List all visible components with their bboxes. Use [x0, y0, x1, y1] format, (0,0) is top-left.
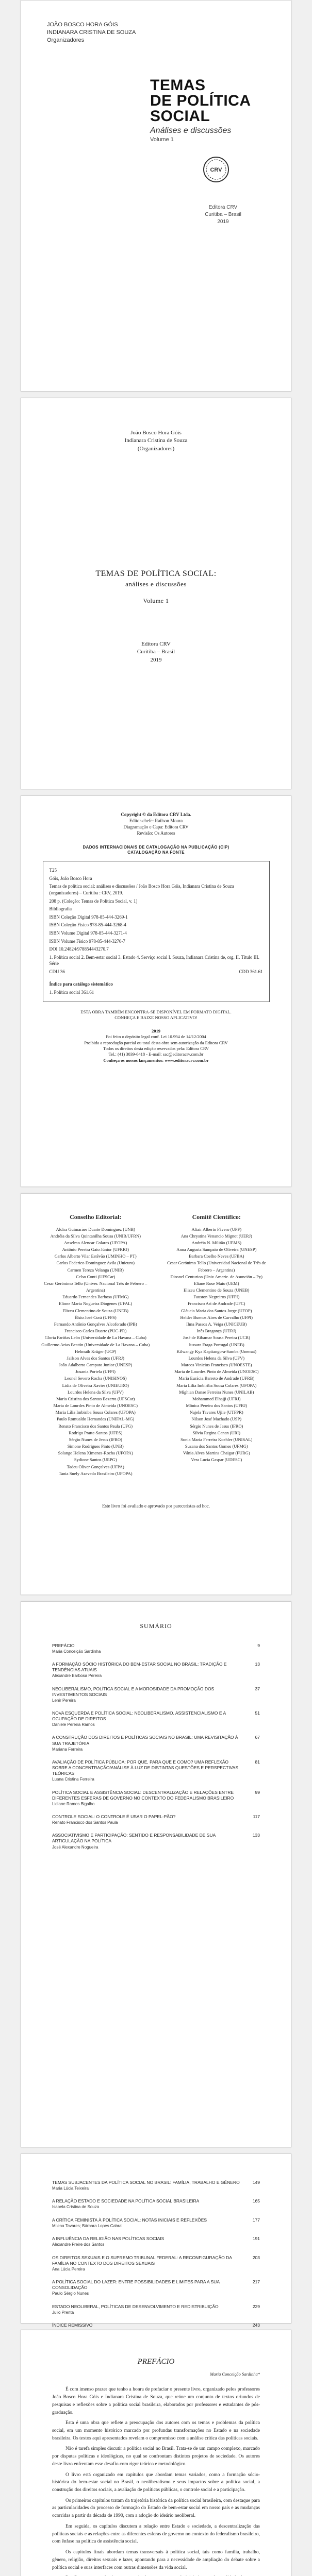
toc-entry-text	[52, 2255, 244, 2272]
toc-entry-author: Maria Conceição Sardinha	[52, 1649, 101, 1654]
peer-review-note: Este livro foi avaliado e aprovado por pareceristas ad hoc.	[102, 1503, 210, 1509]
toc-entry-author: Maria Lúcia Teixeira	[52, 2186, 89, 2191]
preface-paragraph: Não é tarefa simples discutir a política social no Brasil. Trata-se de um campo complexo, marcado por disputas políticas e ideológicas, no qual se confrontam distintos projetos de sociedade. Os autores deste livro enfrentam esse desafio com rigor teórico e metodológico.	[52, 2446, 260, 2467]
committee-member: Vânia Alves Martins Chaigar (FURG)	[183, 1450, 250, 1456]
toc-entry-title: A RELAÇÃO ESTADO E SOCIEDADE NA POLÍTICA SOCIAL BRASILEIRA	[52, 2198, 200, 2204]
toc-page-2	[21, 2154, 291, 2328]
council-member: Anselmo Alencar Colares (UFOPA)	[64, 1240, 127, 1245]
committee-member: Mohammed Elhajji (UFRJ)	[192, 1396, 241, 1401]
card-authors: Góis, João Bosco Hora	[49, 875, 92, 881]
toc-entry-title: POLÍTICA SOCIAL E ASSISTÊNCIA SOCIAL: DESCENTRALIZAÇÃO E RELAÇÕES ENTRE DIFERENTES ESFERAS DE GOVERNO NO CONTEXTO DO FEDERALISMO BRASILEIRO	[52, 1789, 234, 1801]
committee-member: Sonia Maria Ferreira Koehler (UNISAL)	[180, 1436, 253, 1442]
toc-entry-author: Alexandre Freire dos Santos	[52, 2242, 105, 2247]
preface-paragraph: Os capítulos finais abordam temas transversais à política social, tais como família, trabalho, gênero, religião, direitos sexuais e lazer, apontando para a necessidade de ampliação do debate sobre a política social e suas interfaces com outras dimensões da vida social.	[52, 2550, 260, 2570]
council-member: Tania Suely Azevedo Brasileiro (UFOPA)	[58, 1470, 133, 1476]
title-page-organizers: (Organizadores)	[137, 445, 175, 452]
toc-entry-text	[52, 1710, 244, 1727]
council-member: Helmuth Krüger (UCP)	[75, 1348, 117, 1354]
committee-member: Elizeu Clementino de Souza (UNEB)	[184, 1287, 250, 1293]
preface-paragraph: É com imenso prazer que tenho a honra de prefaciar o presente livro, organizado pelos professores João Bosco Hora Góis e Indianara Cristina de Souza, que reúne um conjunto de textos oriundos de pesquisas e reflexões sobre a política social brasileira, elaborados por professores e estudantes de pós-graduação.	[52, 2387, 260, 2415]
card-pages: 208 p. (Coleção: Temas de Política Social, v. 1)	[49, 898, 138, 904]
council-member: Carlos Federico Dominguez Avila (Unieuro)	[56, 1260, 135, 1266]
committee-member: Eliane Rose Maio (UEM)	[193, 1280, 239, 1286]
preface-paragraph: O livro está organizado em capítulos que abordam temas variados, como a formação sócio-histórica do bem-estar social no Brasil, o neoliberalismo e seus impactos sobre a política social, a construção dos direitos sociais, a avaliação de políticas públicas, o controle social e a participação.	[52, 2472, 260, 2493]
toc-entry-page: 51	[255, 1710, 260, 1716]
legal-prohibited: Proibida a reprodução parcial ou total desta obra sem autorização da Editora CRV	[84, 1040, 228, 1045]
toc-entry[interactable]	[52, 1790, 260, 1807]
council-member: João Adalberto Campato Junior (UNESP)	[59, 1362, 133, 1368]
toc-entry-page: 217	[252, 2279, 260, 2285]
council-member: Guillermo Arias Beatón (Universidade de La Havana – Cuba)	[41, 1342, 150, 1347]
card-cdd: CDD 361.61	[239, 969, 263, 974]
title-page-publisher-year: 2019	[150, 656, 162, 663]
council-member: Maria de Lourdes Pinto de Almeida (UNOESC)	[53, 1403, 138, 1409]
toc-entry-page: 177	[252, 2217, 260, 2223]
toc-entry-text	[52, 2236, 244, 2247]
committee-member: Diosnel Centurion (Univ Americ. de Asunción – Py)	[170, 1274, 262, 1279]
card-bibliography: Bibliografia	[49, 906, 72, 912]
council-member: Gloria Fariñas León (Universidade de La Havana – Cuba)	[44, 1335, 146, 1341]
legal-website: Conheça os nossos lançamentos: www.editoracrv.com.br	[103, 1057, 209, 1063]
card-isbn-2: ISBN Coleção Físico 978-85-444-3268-4	[49, 922, 126, 928]
council-member: Francisco Carlos Duarte (PUC-PR)	[64, 1328, 127, 1334]
toc-page-1	[21, 1601, 291, 2147]
committee-member: Maria de Lourdes Pinto de Almeida (UNOESC)	[174, 1369, 259, 1375]
toc-entry-text	[52, 2217, 244, 2229]
copyright-page	[21, 795, 291, 1187]
legal-rights: Todos os direitos desta edição reservados pela: Editora CRV	[103, 1046, 209, 1051]
cover-publisher	[176, 204, 270, 226]
card-code: T25	[49, 868, 57, 873]
editorial-council-column	[40, 1212, 151, 1477]
toc-entry[interactable]	[52, 2255, 260, 2272]
title-page-names	[21, 429, 291, 453]
council-member: Élsio José Corá (UFFS)	[74, 1314, 117, 1320]
toc-entry-page: 37	[255, 1686, 260, 1691]
toc-entry-text	[52, 1833, 244, 1850]
title-page-title: TEMAS DE POLÍTICA SOCIAL:	[95, 569, 217, 578]
toc-entry-page: 67	[255, 1735, 260, 1740]
committee-member: Gláucia Maria dos Santos Jorge (UFOP)	[181, 1308, 252, 1313]
title-page-author-1: João Bosco Hora Góis	[130, 430, 182, 436]
cover-title-line-1: TEMAS	[150, 77, 206, 94]
committee-member: Inês Bragança (UERJ)	[196, 1328, 236, 1334]
toc-entry[interactable]	[52, 2323, 260, 2328]
card-index-line: 1. Política social 361.61	[49, 990, 94, 995]
toc-entry-page: 81	[255, 1759, 260, 1765]
preface-paragraph: Os primeiros capítulos tratam da trajetória histórica da política social brasileira, com destaque para as particularidades do processo de formação do Estado de bem-estar social em nosso país e as mudanças ocorridas a partir da década de 1990, com a adoção do ideário neoliberal.	[52, 2498, 260, 2519]
toc-entry-title: A FORMAÇÃO SÓCIO HISTÓRICA DO BEM-ESTAR SOCIAL NO BRASIL: TRADIÇÃO E TENDÊNCIAS ATUAIS	[52, 1662, 227, 1673]
toc-entry-author: Lidiane Ramos Bigalho	[52, 1801, 95, 1806]
legal-contact: Tel.: (41) 3039-6418 - E-mail: sac@editoracrv.com.br	[108, 1052, 204, 1057]
council-member: Leonel Severo Rocha (UNISINOS)	[64, 1376, 127, 1381]
toc-entry-title: ESTADO NEOLIBERAL, POLÍTICAS DE DESENVOLVIMENTO E REDISTRIBUIÇÃO	[52, 2303, 219, 2309]
council-member: Sérgio Nunes de Jesus (IFRO)	[69, 1436, 122, 1442]
council-member: Josania Portela (UFPI)	[75, 1369, 116, 1375]
card-title: Temas de política social: análises e discussões / João Bosco Hora Góis, Indianara Cristina de Souza (organizadores) – Curitiba : CRV, 2019.	[49, 884, 234, 895]
title-page-publisher-city: Curitiba – Brasil	[137, 649, 175, 655]
committee-member: Míghian Danae Ferreira Nunes (UNILAB)	[179, 1389, 254, 1395]
council-member: Solange Helena Ximenes-Rocha (UFOPA)	[58, 1450, 133, 1456]
toc-entry-page: 13	[255, 1662, 260, 1667]
preface-paragraph: Em seguida, os capítulos discutem a relação entre Estado e sociedade, a descentralização das políticas sociais e as relações entre as diferentes esferas de governo no contexto do federalismo brasileiro, com ênfase na política de assistência social.	[52, 2523, 260, 2545]
toc-entry-title: AVALIAÇÃO DE POLÍTICA PÚBLICA: POR QUE, PARA QUE E COMO? UMA REFLEXÃO SOBRE A CONCENTRAÇÃO/ANÁLISE À LUZ DE DISTINTAS QUESTÕES E PERSPECTIVAS TEÓRICAS	[52, 1759, 239, 1776]
toc-entry-page: 229	[252, 2303, 260, 2309]
toc-entry-author: Isabela Cristina de Souza	[52, 2205, 100, 2210]
cover-organizers-label: Organizadores	[47, 37, 85, 43]
toc-entry-title: NOVA ESQUERDA E POLÍTICA SOCIAL: NEOLIBERALISMO, ASSISTENCIALISMO E A OCUPAÇÃO DE DIREITOS	[52, 1710, 226, 1722]
toc-entry-author: Alexandre Barbosa Pereira	[52, 1673, 102, 1679]
committee-member: Cesar Gerónimo Tello (Universidad Nacional de Três de Febrero – Argentina)	[167, 1260, 266, 1273]
title-page-subtitle: análises e discussões	[125, 580, 187, 588]
toc-entry-page: 117	[253, 1814, 260, 1819]
title-page	[21, 398, 291, 789]
cover-title-block	[150, 78, 270, 143]
toc-entry-author: Ana Lúcia Pereira	[52, 2266, 85, 2272]
toc-entry-text	[52, 1790, 244, 1807]
catalog-heading: DADOS INTERNACIONAIS DE CATALOGAÇÃO NA PUBLICAÇÃO (CIP) CATALOGAÇÃO NA FONTE	[83, 844, 229, 855]
toc-entry-title: A POLÍTICA SOCIAL DO LAZER: ENTRE POSSIBILIDADES E LIMITES PARA A SUA CONSOLIDAÇÃO	[52, 2279, 220, 2291]
card-doi: DOI 10.24824/978854443270.7	[49, 946, 109, 952]
council-member: Paulo Romualdo Hernandes (UNIFAL-MG)	[57, 1416, 135, 1422]
toc-entry-author: Renato Francisco dos Santos Paula	[52, 1820, 118, 1825]
toc-entry[interactable]	[52, 2217, 260, 2229]
committee-member: Nilson José Machado (USP)	[191, 1416, 242, 1422]
committee-member: Marcos Vinicius Francisco (UNOESTE)	[181, 1362, 252, 1368]
council-member: Tadeu Oliver Gonçalves (UFPA)	[67, 1464, 124, 1469]
cover-title-line-2: DE POLÍTICA	[150, 92, 251, 109]
toc-entry-author: Milena Tavares; Bárbara Lopes Cabral	[52, 2223, 123, 2228]
toc-entry[interactable]	[52, 2304, 260, 2315]
toc-entry[interactable]	[52, 1833, 260, 1850]
committee-member: Altair Alberto Fávero (UPF)	[191, 1226, 242, 1232]
committee-member: Kilwangy Kya Kapitango-a-Samba (Unemat)	[176, 1348, 257, 1354]
publisher-logo-icon	[202, 155, 231, 184]
toc-entry[interactable]	[52, 2236, 260, 2247]
editor-line: Editor-chefe: Railson Moura	[129, 818, 183, 824]
copyright-line: Copyright © da Editora CRV Ltda.	[121, 812, 191, 817]
council-member: Maria Cristina dos Santos Bezerra (UFSCar)	[56, 1396, 135, 1401]
scientific-committee-heading: Comitê Científico:	[192, 1213, 241, 1221]
committee-member: Ana Chrystina Venancio Mignot (UERJ)	[180, 1233, 252, 1239]
legal-block	[42, 1028, 270, 1064]
committee-member: Ilma Passos A. Veiga (UNICEUB)	[186, 1321, 247, 1327]
council-member: Carlos Alberto Vilar Estêvão (UMINHO – PT)	[54, 1253, 137, 1259]
toc-entry-text	[52, 1662, 244, 1679]
toc-entry-text	[52, 2304, 244, 2315]
cover-publisher-name: Editora CRV	[208, 205, 238, 210]
preface-paragraph: Esta é uma obra que reflete a preocupação dos autores com os temas e problemas da política social, em um momento histórico marcado por profundas transformações no Estado e na sociedade brasileira. Os textos aqui apresentados revelam o compromisso com a análise crítica das políticas sociais.	[52, 2420, 260, 2441]
toc-entry-title: PREFÁCIO	[52, 1642, 75, 1648]
preface-heading: PREFÁCIO	[137, 2358, 175, 2366]
toc-entry-author: José Alexandre Nogueira	[52, 1844, 98, 1850]
layout-line: Diagramação e Capa: Editora CRV	[123, 824, 189, 830]
toc-entry-page: 203	[252, 2255, 260, 2260]
committee-member: Najela Tavares Ujiie (UTFPR)	[189, 1410, 243, 1415]
toc-entry-title: NEOLIBERALISMO, POLÍTICA SOCIAL E A MOROSIDADE DA PROMOÇÃO DOS INVESTIMENTOS SOCIAIS	[52, 1686, 215, 1697]
toc-entry-page: 133	[252, 1833, 260, 1838]
council-member: Elione Maria Nogueira Diogenes (UFAL)	[59, 1301, 133, 1307]
cover-title	[150, 78, 270, 124]
digital-notice: ESTA OBRA TAMBÉM ENCONTRA-SE DISPONÍVEL EM FORMATO DIGITAL. CONHEÇA E BAIXE NOSSO APLICATIVO!	[80, 1009, 232, 1021]
committee-member: Fauston Negreiros (UFPI)	[193, 1294, 240, 1300]
toc-entry-title: A CRÍTICA FEMINISTA À POLÍTICA SOCIAL: NOTAS INICIAIS E REFLEXÕES	[52, 2217, 207, 2223]
scientific-committee-column	[161, 1212, 272, 1477]
council-member: Carmen Tereza Velanga (UNIR)	[67, 1267, 124, 1273]
council-member: Lourdes Helena da Silva (UFV)	[67, 1389, 124, 1395]
toc-entry-author: Julio Prenta	[52, 2310, 74, 2315]
toc-entry-text	[52, 1759, 244, 1783]
legal-deposit: Foi feito o depósito legal conf. Lei 10.994 de 14/12/2004	[106, 1034, 206, 1040]
toc-entry-author: Luana Cristina Ferreira	[52, 1777, 94, 1782]
toc-entry-page: 99	[255, 1789, 260, 1795]
council-member: Antônio Pereira Gaio Júnior (UFRRJ)	[62, 1247, 129, 1252]
council-member: Andréia da Silva Quintanilha Sousa (UNIR/UFRN)	[50, 1233, 141, 1239]
title-page-author-2: Indianara Cristina de Souza	[124, 437, 188, 444]
toc-entry-title: TEMAS SUBJACENTES DA POLÍTICA SOCIAL NO BRASIL: FAMÍLIA, TRABALHO E GÊNERO	[52, 2180, 240, 2185]
card-index-heading: Índice para catálogo sistemático	[49, 981, 113, 987]
preface-page-1	[21, 2330, 291, 2576]
editorial-board-page	[21, 1193, 291, 1595]
cover-author-2: INDIANARA CRISTINA DE SOUZA	[47, 29, 136, 36]
cover-publisher-year: 2019	[217, 219, 229, 225]
title-page-publisher-name: Editora CRV	[141, 641, 171, 647]
committee-member: José de Ribamar Sousa Pereira (UCB)	[183, 1335, 250, 1341]
committee-member: Mônica Pereira dos Santos (UFRJ)	[186, 1403, 248, 1409]
cover-subtitle: Análises e discussões	[150, 126, 232, 135]
toc-entry[interactable]	[52, 2198, 260, 2210]
toc-entry-title: ÍNDICE REMISSIVO	[52, 2323, 93, 2328]
committee-member: Maria Eurácia Barreto de Andrade (UFRB)	[178, 1376, 255, 1381]
committee-member: Jussara Fraga Portugal (UNEB)	[188, 1342, 244, 1347]
catalog-card	[43, 861, 270, 1002]
toc-entry-author: Mariana Ferreira	[52, 1747, 83, 1752]
toc-entry-text	[52, 2323, 244, 2328]
council-member: Fernando Antônio Gonçalves Alcoforado (IPB)	[54, 1321, 137, 1327]
preface-byline: Maria Conceição Sardinha*	[210, 2371, 260, 2377]
card-isbn-3: ISBN Volume Digital 978-85-444-3271-4	[49, 930, 127, 936]
council-member: Lídia de Oliveira Xavier (UNIEURO)	[62, 1382, 129, 1388]
title-page-title-block	[21, 568, 291, 605]
toc-entry[interactable]	[52, 1662, 260, 1679]
toc-entry[interactable]	[52, 1686, 260, 1703]
publisher-logo-text: CRV	[210, 167, 222, 173]
card-isbn-1: ISBN Coleção Digital 978-85-444-3269-1	[49, 914, 128, 920]
committee-member: Vera Lucia Gaspar (UDESC)	[191, 1457, 242, 1463]
committee-member: Helder Buenos Aires de Carvalho (UFPI)	[180, 1314, 253, 1320]
toc-entry[interactable]	[52, 1759, 260, 1783]
committee-member: Maria Lília Imbiriba Sousa Colares (UFOPA)	[176, 1382, 257, 1388]
council-member: Aldira Guimarães Duarte Domínguez (UNB)	[56, 1226, 135, 1232]
toc-entry[interactable]	[52, 1814, 260, 1825]
council-member: Cesar Gerónimo Tello (Univer. Nacional Três de Febrero – Argentina)	[44, 1280, 147, 1293]
toc-entry[interactable]	[52, 1735, 260, 1752]
editorial-council-heading: Conselho Editorial:	[70, 1213, 122, 1221]
council-member: Eduardo Fernandes Barbosa (UFMG)	[62, 1294, 129, 1300]
card-cdu: CDU 36	[49, 969, 65, 974]
council-member: Celso Conti (UFSCar)	[76, 1274, 116, 1279]
toc-entry-title: A CONSTRUÇÃO DOS DIREITOS E POLÍTICAS SOCIAIS NO BRASIL: UMA REVISITAÇÃO À SUA TRAJETÓRIA	[52, 1735, 238, 1746]
toc-entry-author: Lenir Pereira	[52, 1698, 76, 1703]
cover-authors	[47, 21, 265, 44]
toc-entry-title: CONTROLE SOCIAL: O CONTROLE É USAR O PAPEL-PÃO?	[52, 1814, 176, 1819]
toc-entry-text	[52, 2198, 244, 2210]
title-page-volume: Volume 1	[143, 597, 169, 604]
title-page-publisher	[21, 640, 291, 664]
cover-publisher-city: Curitiba – Brasil	[205, 212, 241, 217]
cover-author-1: JOÃO BOSCO HORA GÓIS	[47, 22, 118, 28]
council-member: Sydione Santos (UEPG)	[74, 1457, 117, 1463]
toc-entry-page: 243	[252, 2323, 260, 2328]
cover-title-line-3: SOCIAL	[150, 108, 210, 125]
toc-entry-title: ASSOCIATIVISMO E PARTICIPAÇÃO: SENTIDO E RESPONSABILIDADE DE SUA ARTICULAÇÃO NA POLÍTICA	[52, 1833, 216, 1844]
committee-member: Francisco Ari de Andrade (UFC)	[188, 1301, 245, 1307]
toc-entry[interactable]	[52, 1710, 260, 1727]
toc-entry-page: 9	[257, 1642, 260, 1648]
toc-entry-author: Daniele Pereira Ramos	[52, 1722, 95, 1727]
toc-entry-text	[52, 1686, 244, 1703]
legal-year: 2019	[152, 1028, 160, 1033]
toc-entry-page: 191	[252, 2236, 260, 2242]
toc-entry-text	[52, 1735, 244, 1752]
cover-volume: Volume 1	[150, 137, 174, 143]
committee-member: Silvia Regina Canan (URI)	[192, 1430, 240, 1435]
council-member: Maria Lília Imbiriba Sousa Colares (UFOPA)	[55, 1410, 136, 1415]
council-member: Jailson Alves dos Santos (UFRJ)	[67, 1355, 124, 1361]
committee-member: Sérgio Nunes de Jesus (IFRO)	[190, 1423, 243, 1429]
committee-member: Anna Augusta Sampaio de Oliveira (UNESP)	[176, 1247, 257, 1252]
toc-entry-text	[52, 1643, 244, 1654]
committee-member: Suzana dos Santos Gomes (UFMG)	[185, 1444, 248, 1449]
toc-entry-text	[52, 2279, 244, 2296]
toc-entry-page: 149	[252, 2180, 260, 2185]
toc-entry-text	[52, 2180, 244, 2191]
toc-entry-text	[52, 1814, 244, 1825]
council-member: Renato Francisco dos Santos Paula (UFG)	[58, 1423, 133, 1429]
toc-entry-title: A INFLUÊNCIA DA RELIGIÃO NAS POLÍTICAS SOCIAIS	[52, 2236, 165, 2242]
card-isbn-4: ISBN Volume Físico 978-85-444-3270-7	[49, 938, 125, 944]
council-member: Elizeu Clementino de Souza (UNEB)	[62, 1308, 128, 1313]
toc-entry-title: OS DIREITOS SEXUAIS E O SUPREMO TRIBUNAL FEDERAL: A RECONFIGURAÇÃO DA FAMÍLIA NO CONTEXTO DOS DIREITOS SEXUAIS	[52, 2255, 232, 2266]
toc-entry-page: 165	[252, 2198, 260, 2204]
council-member: Simone Rodrigues Pinto (UNB)	[67, 1444, 124, 1449]
toc-entry[interactable]	[52, 2180, 260, 2191]
revision-line: Revisão: Os Autores	[137, 831, 175, 836]
toc-entry[interactable]	[52, 2279, 260, 2296]
card-subjects: 1. Política social 2. Bem-estar social 3. Estado 4. Serviço social I. Souza, Indianara Cristina de, org. II. Título III. Série	[49, 954, 259, 967]
toc-entry-author: Paulo Sérgio Nunes	[52, 2291, 89, 2296]
cover-page	[21, 0, 291, 392]
council-member: Rodrigo Pratte-Santos (UFES)	[69, 1430, 123, 1435]
toc-heading: SUMÁRIO	[140, 1622, 172, 1630]
toc-entry[interactable]	[52, 1643, 260, 1654]
committee-member: Lourdes Helena da Silva (UFV)	[188, 1355, 245, 1361]
committee-member: Andréia N. Militão (UEMS)	[191, 1240, 241, 1245]
committee-member: Barbara Coelho Neves (UFBA)	[189, 1253, 244, 1259]
